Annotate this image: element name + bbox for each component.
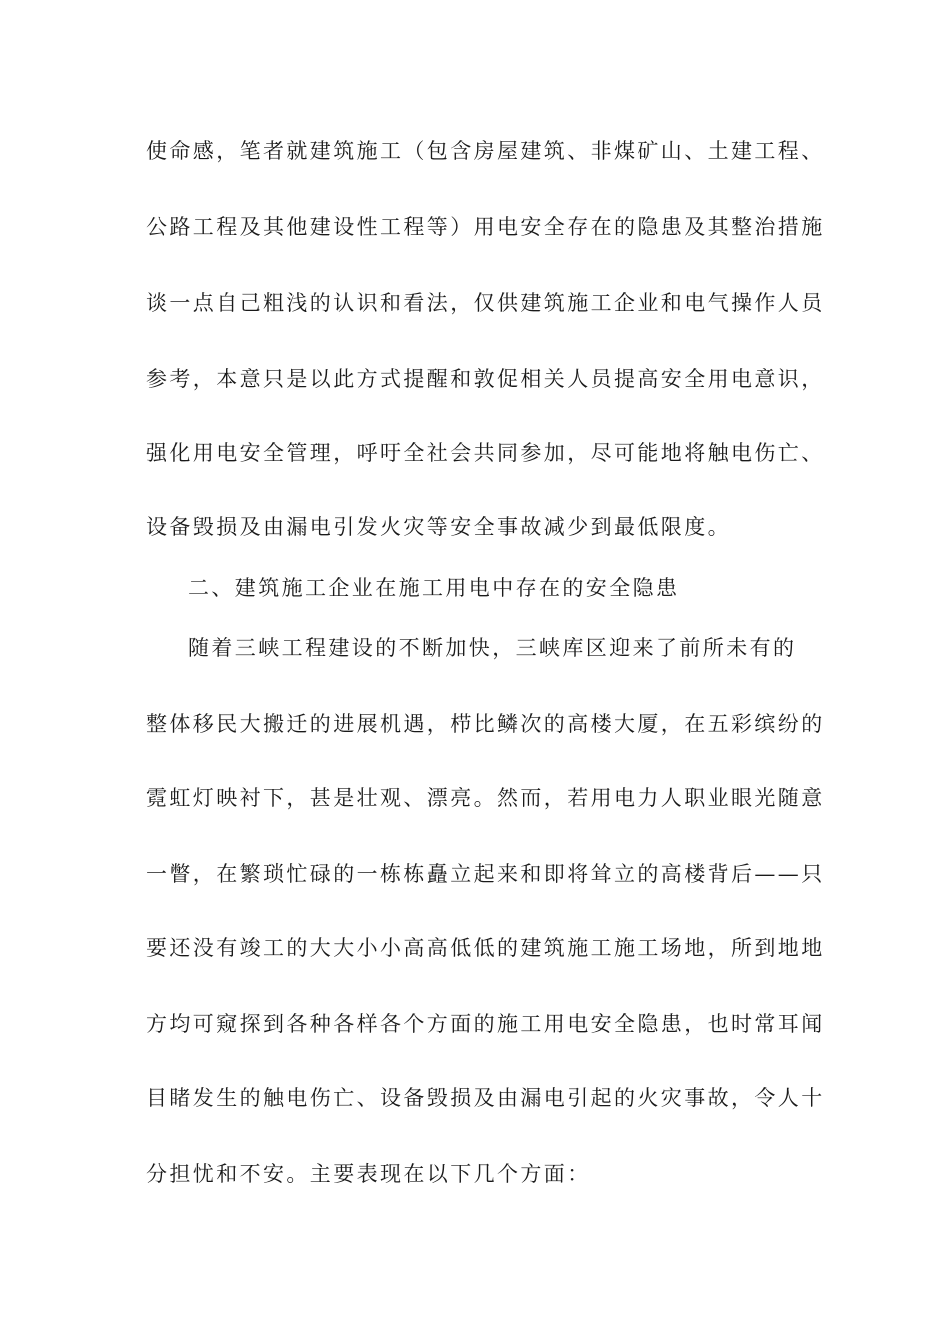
paragraph-line: 整体移民大搬迁的进展机遇，栉比鳞次的高楼大厦，在五彩缤纷的 — [146, 712, 825, 736]
paragraph-line: 谈一点自己粗浅的认识和看法，仅供建筑施工企业和电气操作人员 — [146, 291, 825, 315]
paragraph-first-line: 随着三峡工程建设的不断加快，三峡库区迎来了前所未有的 — [188, 636, 797, 660]
paragraph-line: 强化用电安全管理，呼吁全社会共同参加，尽可能地将触电伤亡、 — [146, 441, 825, 465]
paragraph-line: 分担忧和不安。主要表现在以下几个方面： — [146, 1162, 591, 1186]
paragraph-line: 目睹发生的触电伤亡、设备毁损及由漏电引起的火灾事故，令人十 — [146, 1086, 825, 1110]
paragraph-line: 公路工程及其他建设性工程等）用电安全存在的隐患及其整治措施 — [146, 215, 825, 239]
section-heading: 二、建筑施工企业在施工用电中存在的安全隐患 — [188, 576, 680, 600]
paragraph-line: 设备毁损及由漏电引发火灾等安全事故减少到最低限度。 — [146, 515, 731, 539]
paragraph-line: 霓虹灯映衬下，甚是壮观、漂亮。然而，若用电力人职业眼光随意 — [146, 786, 825, 810]
paragraph-line: 一瞥，在繁琐忙碌的一栋栋矗立起来和即将耸立的高楼背后——只 — [146, 862, 825, 886]
paragraph-line: 要还没有竣工的大大小小高高低低的建筑施工施工场地，所到地地 — [146, 936, 825, 960]
paragraph-line: 方均可窥探到各种各样各个方面的施工用电安全隐患，也时常耳闻 — [146, 1012, 825, 1036]
paragraph-line: 使命感，笔者就建筑施工（包含房屋建筑、非煤矿山、土建工程、 — [146, 139, 825, 163]
paragraph-line: 参考，本意只是以此方式提醒和敦促相关人员提高安全用电意识， — [146, 367, 825, 391]
